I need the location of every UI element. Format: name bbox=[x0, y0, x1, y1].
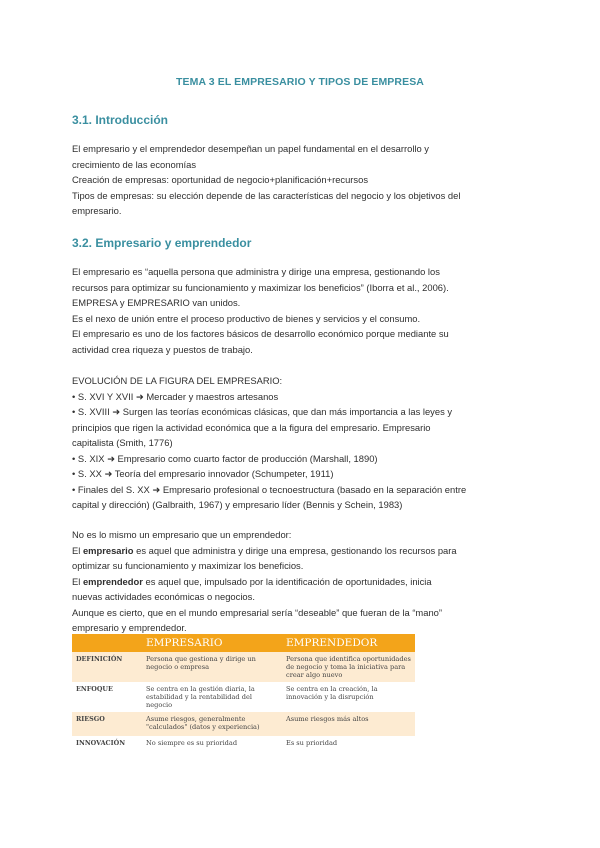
list-evolucion bbox=[72, 373, 530, 513]
list-item: • S. XVI Y XVII ➜ Mercader y maestros artesanos bbox=[72, 390, 279, 402]
list-item: • S. XVIII ➜ Surgen las teorías económicas clásicas, que dan más importancia a las leyes y bbox=[72, 406, 453, 417]
text-line: empresario. bbox=[72, 205, 122, 216]
row-label: ENFOQUE bbox=[72, 682, 142, 712]
row-label: DEFINICIÓN bbox=[72, 652, 142, 682]
table-row bbox=[72, 736, 415, 758]
text-line: EMPRESA y EMPRESARIO van unidos. bbox=[72, 297, 241, 308]
cell-emprendedor: Se centra en la creación, la innovación y la disrupción bbox=[282, 682, 415, 712]
text-line: Tipos de empresas: su elección depende de las características del negocio y los objetivos del bbox=[72, 189, 461, 201]
table-row bbox=[72, 652, 415, 682]
table-row bbox=[72, 682, 415, 712]
text-line: optimizar su funcionamiento y maximizar los beneficios. bbox=[72, 560, 304, 571]
cell-emprendedor: Persona que identifica oportunidades de negocio y toma la iniciativa para crear algo nuevo bbox=[282, 652, 415, 682]
cell-empresario: No siempre es su prioridad bbox=[142, 736, 282, 758]
text-line: Creación de empresas: oportunidad de negocio+planificación+recursos bbox=[72, 174, 369, 185]
list-item-continued: capitalista (Smith, 1776) bbox=[72, 437, 173, 448]
term-empresario: empresario bbox=[82, 544, 134, 556]
table-header-empresario: EMPRESARIO bbox=[142, 634, 282, 652]
text-line: empresario y emprendedor. bbox=[72, 622, 187, 633]
text-line: Es el nexo de unión entre el proceso productivo de bienes y servicios y el consumo. bbox=[72, 312, 421, 324]
list-item: • S. XX ➜ Teoría del empresario innovador (Schumpeter, 1911) bbox=[72, 468, 334, 479]
document-title: TEMA 3 EL EMPRESARIO Y TIPOS DE EMPRESA bbox=[176, 76, 424, 88]
cell-empresario: Asume riesgos, generalmente "calculados" (datos y experiencia) bbox=[142, 712, 282, 736]
cell-emprendedor: Asume riesgos más altos bbox=[282, 712, 415, 736]
paragraph-empresario bbox=[72, 264, 530, 357]
text-line: El empresario es “aquella persona que administra y dirige una empresa, gestionando los bbox=[72, 266, 440, 277]
heading-empresario-emprendedor: 3.2. Empresario y emprendedor bbox=[72, 236, 252, 250]
list-item: • S. XIX ➜ Empresario como cuarto factor de producción (Marshall, 1890) bbox=[72, 452, 378, 464]
text-line: El emprendedor es aquel que, impulsado por la identificación de oportunidades, inicia bbox=[72, 575, 432, 587]
cell-empresario: Se centra en la gestión diaria, la estabilidad y la rentabilidad del negocio bbox=[142, 682, 282, 712]
paragraph-comparacion bbox=[72, 527, 530, 636]
text-line: crecimiento de las economías bbox=[72, 158, 197, 170]
list-heading: EVOLUCIÓN DE LA FIGURA DEL EMPRESARIO: bbox=[72, 375, 283, 386]
table-header-emprendedor: EMPRENDEDOR bbox=[282, 634, 415, 652]
row-label: INNOVACIÓN bbox=[72, 736, 142, 758]
table-header-empty bbox=[72, 634, 142, 652]
comparison-table bbox=[72, 634, 415, 758]
list-item-continued: capital y dirección) (Galbraith, 1967) y empresario líder (Bennis y Schein, 1983) bbox=[72, 499, 403, 510]
text-line: Aunque es cierto, que en el mundo empresarial sería “deseable” que fueran de la “mano” bbox=[72, 606, 443, 618]
text-line: recursos para optimizar su funcionamiento y maximizar los beneficios” (Iborra et al., 2006). bbox=[72, 281, 449, 293]
term-emprendedor: emprendedor bbox=[82, 575, 143, 587]
text-line: actividad crea riqueza y puestos de trabajo. bbox=[72, 343, 253, 355]
text-line: El empresario es uno de los factores básicos de desarrollo económico porque mediante su bbox=[72, 328, 449, 339]
text-line: El empresario y el emprendedor desempeñan un papel fundamental en el desarrollo y bbox=[72, 143, 429, 154]
row-label: RIESGO bbox=[72, 712, 142, 736]
text-line: No es lo mismo un empresario que un emprendedor: bbox=[72, 529, 292, 540]
list-item: • Finales del S. XX ➜ Empresario profesional o tecnoestructura (basado en la separación entre bbox=[72, 483, 467, 495]
cell-emprendedor: Es su prioridad bbox=[282, 736, 415, 758]
heading-introduccion: 3.1. Introducción bbox=[72, 113, 169, 127]
cell-empresario: Persona que gestiona y dirige un negocio o empresa bbox=[142, 652, 282, 682]
table-header-row bbox=[72, 634, 415, 652]
text-line: El empresario es aquel que administra y dirige una empresa, gestionando los recursos para bbox=[72, 544, 457, 556]
list-item-continued: principios que rigen la actividad económica que a la figura del empresario. Empresario bbox=[72, 421, 431, 433]
text-line: nuevas actividades económicas o negocios. bbox=[72, 591, 255, 602]
table-row bbox=[72, 712, 415, 736]
paragraph-introduccion bbox=[72, 141, 530, 219]
